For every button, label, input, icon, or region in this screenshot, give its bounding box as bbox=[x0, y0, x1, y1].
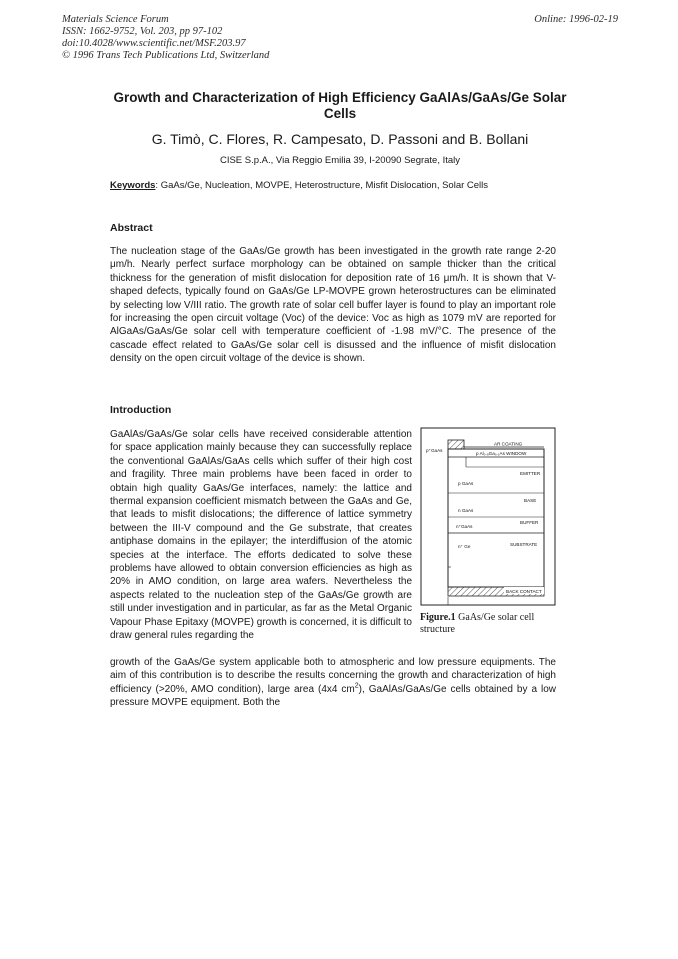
copyright-line: © 1996 Trans Tech Publications Ltd, Switzerland bbox=[62, 50, 270, 61]
figure-caption bbox=[420, 612, 560, 636]
intro-text-part1: growth of the GaAs/Ge system applicable both to atmospheric and low pressure equipments. The aim of this contribution is to describe the results concerning the growth and characterization of high efficiency (>20%, AMO condition), large area (4x4 cm bbox=[110, 657, 556, 695]
keywords-text: GaAs/Ge, Nucleation, MOVPE, Heterostructure, Misfit Dislocation, Solar Cells bbox=[160, 180, 489, 191]
base-label: BASE bbox=[524, 498, 537, 503]
keywords-line: Keywords: GaAs/Ge, Nucleation, MOVPE, Heterostructure, Misfit Dislocation, Solar Cells bbox=[110, 180, 489, 191]
introduction-heading: Introduction bbox=[110, 404, 172, 416]
window-label: p Al₀.₉Ga₀.₁As WINDOW bbox=[476, 451, 527, 456]
paper-title: Growth and Characterization of High Efficiency GaAlAs/GaAs/Ge Solar Cells bbox=[113, 90, 567, 121]
caption-text: GaAs/Ge solar cell structure bbox=[420, 612, 535, 635]
introduction-column-text: GaAlAs/GaAs/Ge solar cells have received considerable attention for space application mainly because they can successfully replace the conventional GaAlAs/GaAs cells which suffer of their high cost and fragility. Three main problems have been faced in order to obtain high quality GaAs/Ge interfaces, namely: the lattice and thermal expansion coefficient mismatch between the GaAs and Ge, that leads to misfit dislocations; the difference of lattice symmetry between the III-V compound and the Ge substrate, that creates antiphase domains in the epilayer; the interdiffusion of the atomic species at the interface. The efforts dedicated to solve these problems have allowed to obtain conversion efficiencies as high as 20% in AMO condition, on large area wafers. Nevertheless the aspects related to the nucleation step of the GaAs/Ge growth are still under investigation and in particular, as far as the Metal Organic Vapour Phase Epitaxy (MOVPE) growth is concerned, it is difficult to draw general rules regarding the bbox=[110, 429, 412, 642]
n-gaas-label: n GaAs bbox=[458, 508, 474, 513]
caption-label: Figure.1 bbox=[420, 612, 456, 623]
introduction-full-text bbox=[110, 656, 556, 710]
solar-cell-diagram bbox=[420, 427, 556, 607]
cell-body bbox=[448, 449, 544, 587]
buffer-label: BUFFER bbox=[520, 520, 539, 525]
p-gaas-label: p GaAs bbox=[458, 481, 474, 486]
intro-superscript: 2 bbox=[354, 682, 359, 690]
substrate-label: SUBSTRATE bbox=[510, 542, 538, 547]
contact-label: p⁺GaAs bbox=[426, 448, 443, 453]
back-contact-label: BACK CONTACT bbox=[506, 589, 542, 594]
doi-line[interactable]: doi:10.4028/www.scientific.net/MSF.203.97 bbox=[62, 38, 246, 49]
intro-text-part2: ), GaAlAs/GaAs/Ge cells obtained by a low pressure MOVPE equipment. Both the bbox=[110, 683, 556, 709]
author-list: G. Timò, C. Flores, R. Campesato, D. Passoni and B. Bollani bbox=[151, 131, 529, 147]
abstract-text: The nucleation stage of the GaAs/Ge growth has been investigated in the growth rate range 2-20 μm/h. Nearly perfect surface morphology can be obtained on sample thicker than the critical thickness for the generation of misfit dislocation for deposition rate of 16 μm/h. It is shown that V-shaped defects, typically found on GaAs/Ge LP-MOVPE grown heterostructures can be eliminated by selecting low V/III ratio. The growth rate of solar cell buffer layer is found to play an important role for increasing the open circuit voltage (Voc) of the device: Voc as high as 1079 mV are reported for AlGaAs/GaAs/Ge solar cell with temperature coefficient of -1.98 mV/°C. The presence of the cascade effect related to GaAs/Ge solar cell is disussed and the influence of misfit dislocation density on the open circuit voltage of the device is shown. bbox=[110, 246, 556, 365]
top-contact bbox=[448, 440, 464, 449]
solar-cell-figure bbox=[420, 427, 556, 607]
journal-header bbox=[62, 14, 269, 62]
ar-coating-label: AR COATING bbox=[494, 441, 523, 447]
online-date: Online: 1996-02-19 bbox=[534, 14, 618, 25]
issn-line[interactable]: ISSN: 1662-9752, Vol. 203, pp 97-102 bbox=[62, 26, 223, 37]
abstract-heading: Abstract bbox=[110, 222, 153, 234]
journal-name: Materials Science Forum bbox=[62, 14, 169, 25]
keywords-label: Keywords bbox=[110, 180, 156, 191]
affiliation: CISE S.p.A., Via Reggio Emilia 39, I-20090 Segrate, Italy bbox=[219, 155, 461, 166]
emitter-label: EMITTER bbox=[520, 471, 541, 476]
ge-label: n⁺ Ge bbox=[458, 544, 471, 549]
n-plus-gaas-label: n⁺GaAs bbox=[456, 524, 473, 529]
